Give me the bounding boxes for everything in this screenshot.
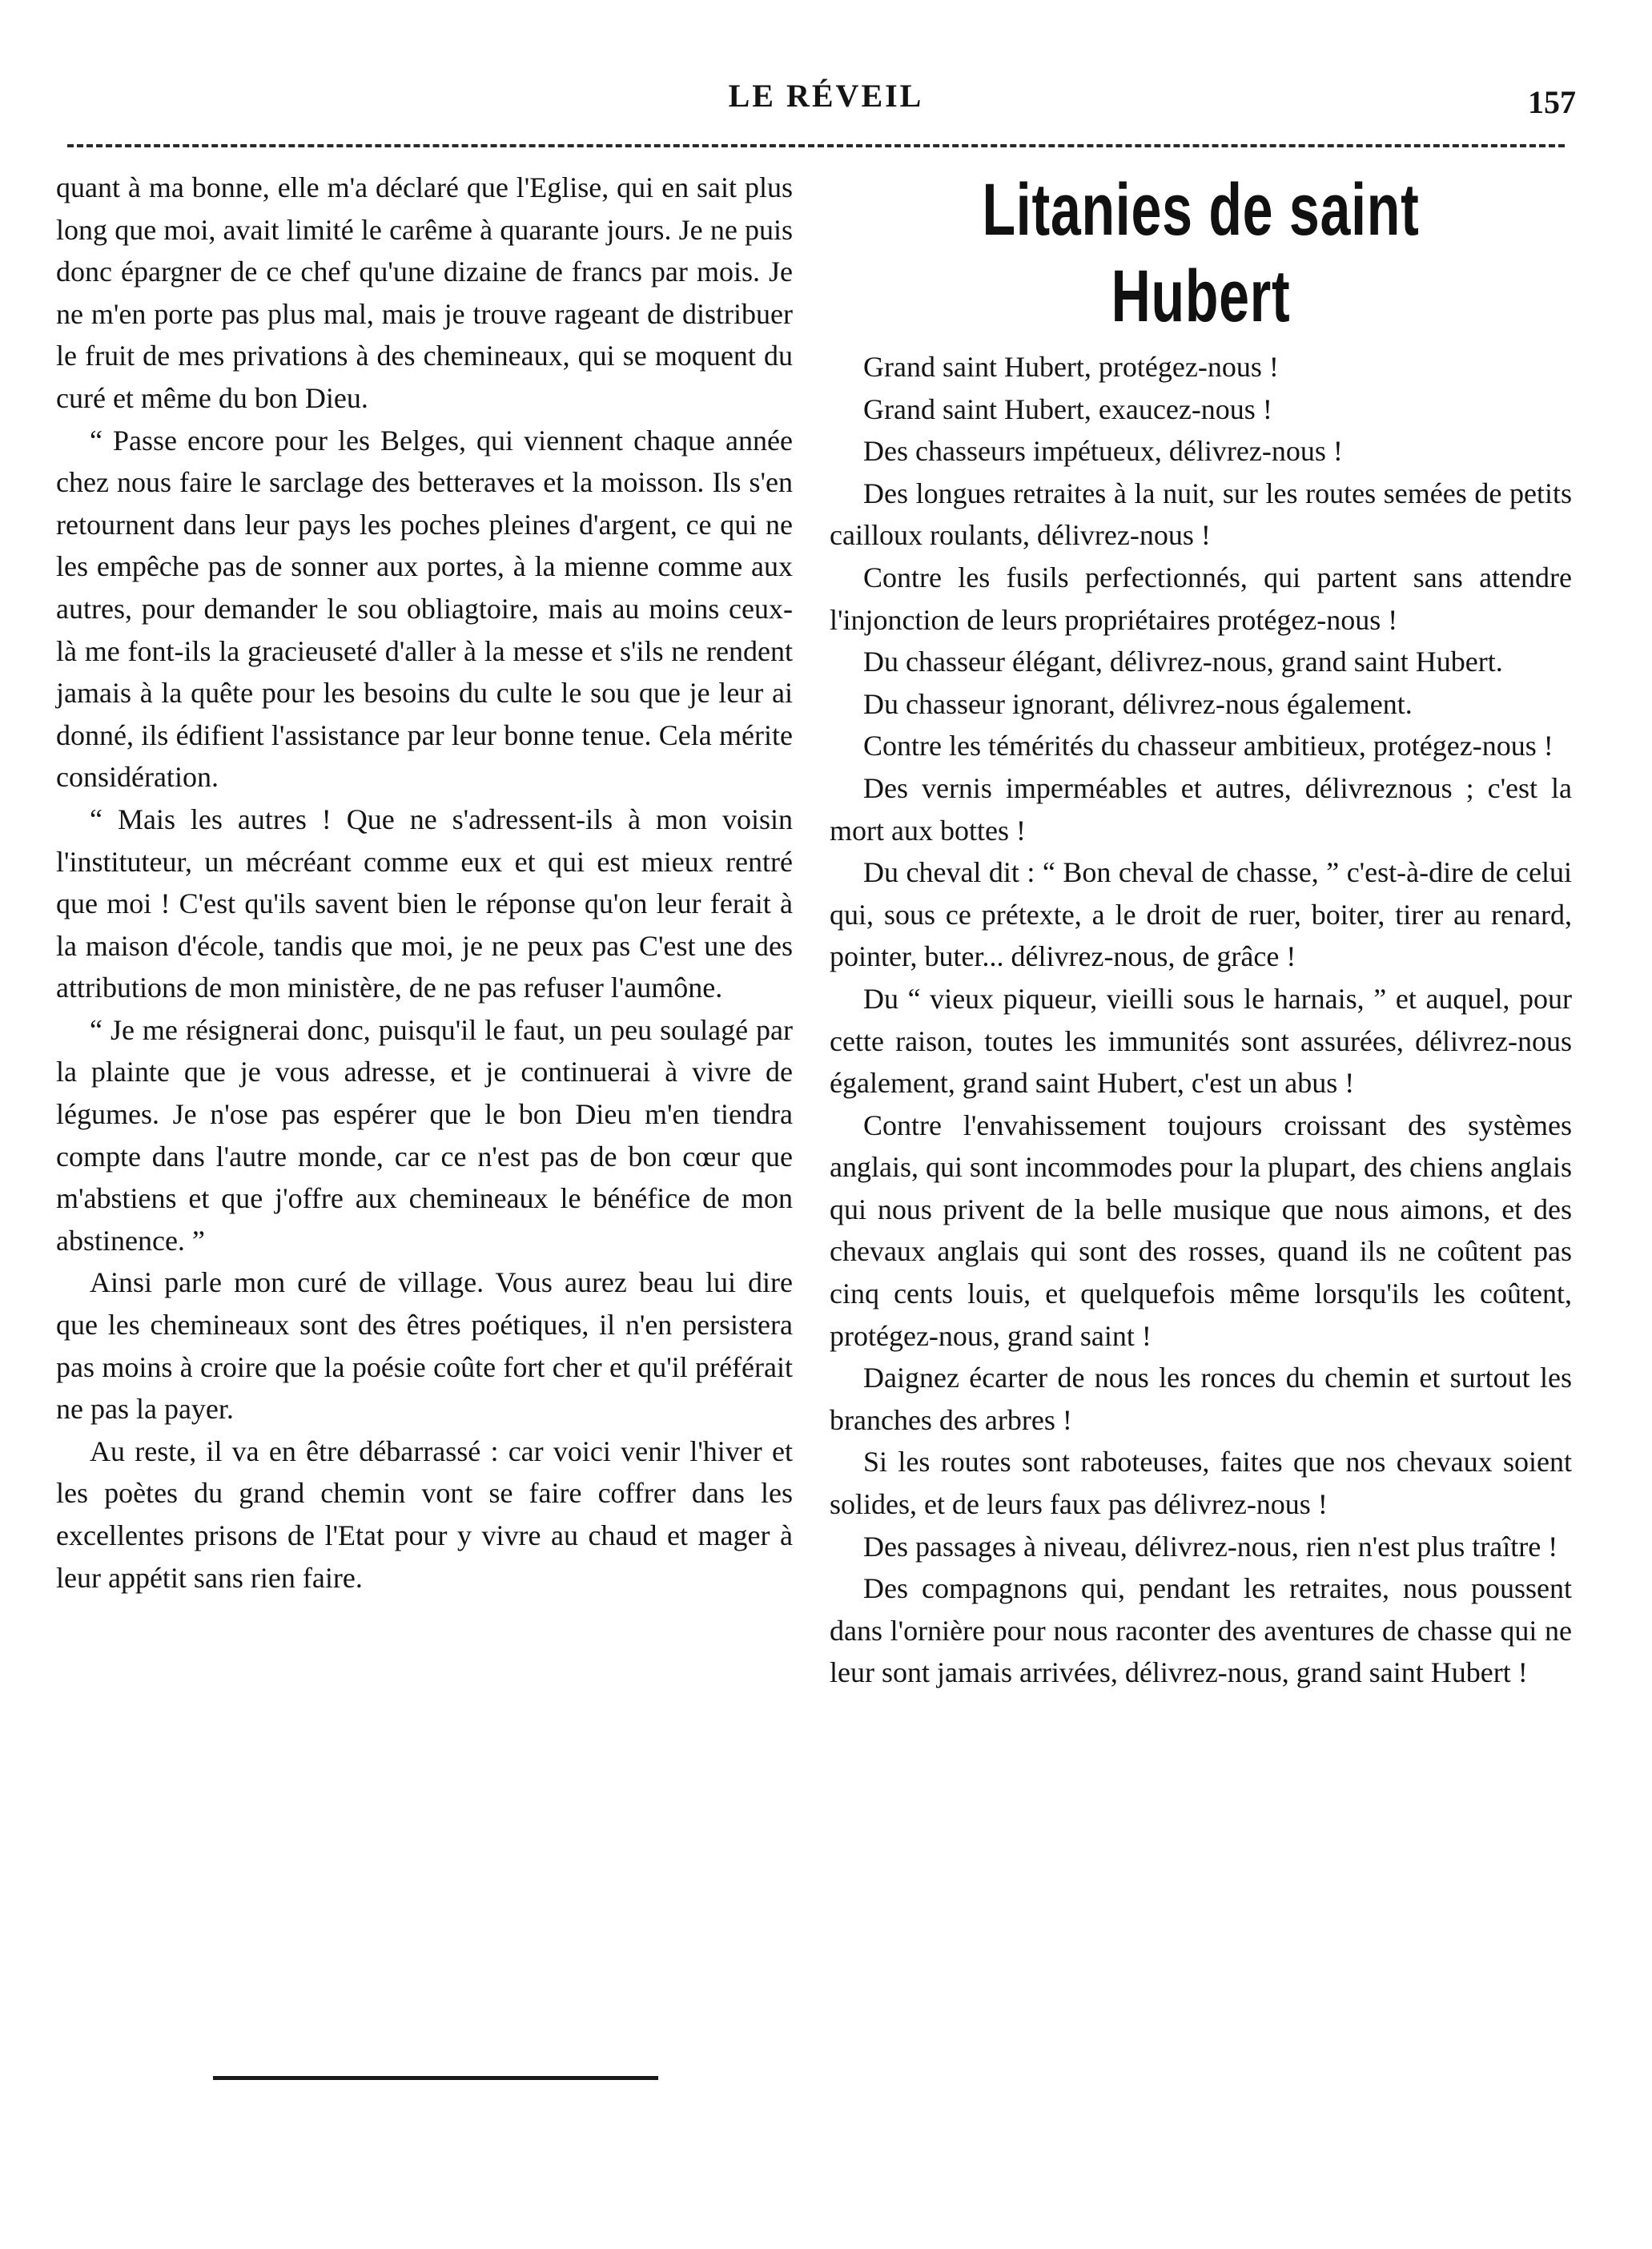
paragraph: “ Je me résignerai donc, puisqu'il le faut, un peu soulagé par la plainte que je vous adresse, et je continuerai à vivre de légumes. Je n'ose pas espérer que le bon Dieu m'en tiendra compte dans l'autre monde, car ce n'est pas de bon cœur que m'abstiens et que j'offre aux chemineaux le bénéfice de mon abstinence. ” xyxy=(56,1013,793,1257)
litany-line: Si les routes sont raboteuses, faites que nos chevaux soient solides, et de leurs faux pas délivrez-nous ! xyxy=(830,1446,1572,1521)
article-end-rule xyxy=(213,2076,658,2080)
litany-line: Du “ vieux piqueur, vieilli sous le harnais, ” et auquel, pour cette raison, toutes les immunités sont assurées, délivrez-nous également, grand saint Hubert, c'est un abus ! xyxy=(830,982,1572,1100)
paragraph: “ Mais les autres ! Que ne s'adressent-ils à mon voisin l'instituteur, un mécréant comme eux et qui est mieux rentré que moi ! C'est qu'ils savent bien le réponse qu'on leur ferait à la maison d'école, tandis que moi, je ne peux pas C'est une des attributions de mon ministère, de ne pas refuser l'aumône. xyxy=(56,803,793,1004)
litany-line: Du chasseur ignorant, délivrez-nous également. xyxy=(863,687,1413,720)
litany-line: Contre les témérités du chasseur ambitieux, protégez-nous ! xyxy=(863,730,1554,762)
litany-line: Des chasseurs impétueux, délivrez-nous ! xyxy=(863,435,1343,468)
litany-line: Contre l'envahissement toujours croissant des systèmes anglais, qui sont incommodes pour la plupart, des chiens anglais qui nous privent de la belle musique que nous aimons, et des chevaux anglais qui sont des rosses, quand ils ne coûtent pas cinq cents louis, et quelquefois même lorsqu'ils les coûtent, protégez-nous, grand saint ! xyxy=(830,1108,1572,1352)
running-title: LE RÉVEIL xyxy=(728,78,924,114)
litany-line: Des vernis imperméables et autres, délivreznous ; c'est la mort aux bottes ! xyxy=(830,771,1572,847)
left-column xyxy=(56,167,793,1599)
paragraph: quant à ma bonne, elle m'a déclaré que l'Eglise, qui en sait plus long que moi, avait limité le carême à quarante jours. Je ne puis donc épargner de ce chef qu'une dizaine de francs par mois. Je ne m'en porte pas plus mal, mais je trouve rageant de distribuer le fruit de mes privations à des chemineaux, qui se moquent du curé et même du bon Dieu. xyxy=(56,171,793,414)
litany-line: Du chasseur élégant, délivrez-nous, grand saint Hubert. xyxy=(863,646,1503,678)
litany-line: Du cheval dit : “ Bon cheval de chasse, ” c'est-à-dire de celui qui, sous ce prétexte, a le droit de ruer, boiter, tirer au renard, pointer, buter... délivrez-nous, de grâce ! xyxy=(830,856,1572,973)
article-title: Litanies de saint Hubert xyxy=(982,169,1420,337)
right-column xyxy=(830,167,1572,1694)
litany-line: Grand saint Hubert, exaucez-nous ! xyxy=(863,392,1272,425)
litany-line: Des compagnons qui, pendant les retraites, nous poussent dans l'ornière pour nous raconter des aventures de chasse qui ne leur sont jamais arrivées, délivrez-nous, grand saint Hubert ! xyxy=(830,1572,1572,1689)
page-number: 157 xyxy=(1528,84,1576,120)
litany-line: Daignez écarter de nous les ronces du chemin et surtout les branches des arbres ! xyxy=(830,1362,1572,1436)
litany-line: Des passages à niveau, délivrez-nous, rien n'est plus traître ! xyxy=(863,1530,1558,1563)
litany-line: Des longues retraites à la nuit, sur les routes semées de petits cailloux roulants, délivrez-nous ! xyxy=(830,477,1572,552)
litany-line: Grand saint Hubert, protégez-nous ! xyxy=(863,351,1279,383)
paragraph: Au reste, il va en être débarrassé : car voici venir l'hiver et les poètes du grand chemin vont se faire coffrer dans les excellentes prisons de l'Etat pour y vivre au chaud et mager à leur appétit sans rien faire. xyxy=(56,1434,793,1594)
header-rule xyxy=(67,144,1565,147)
paragraph: Ainsi parle mon curé de village. Vous aurez beau lui dire que les chemineaux sont des êtres poétiques, il n'en persistera pas moins à croire que la poésie coûte fort cher et qu'il préférait ne pas la payer. xyxy=(56,1266,793,1426)
litany-line: Contre les fusils perfectionnés, qui partent sans attendre l'injonction de leurs propriétaires protégez-nous ! xyxy=(830,561,1572,636)
paragraph: “ Passe encore pour les Belges, qui viennent chaque année chez nous faire le sarclage des betteraves et la moisson. Ils s'en retournent dans leur pays les poches pleines d'argent, ce qui ne les empêche pas de sonner aux portes, à la mienne comme aux autres, pour demander le sou obliagtoire, mais au moins ceux-là me font-ils la gracieuseté d'aller à la messe et s'ils ne rendent jamais à la quête pour les besoins du culte le sou que je leur ai donné, ils édifient l'assistance par leur bonne tenue. Cela mérite considération. xyxy=(56,424,793,794)
